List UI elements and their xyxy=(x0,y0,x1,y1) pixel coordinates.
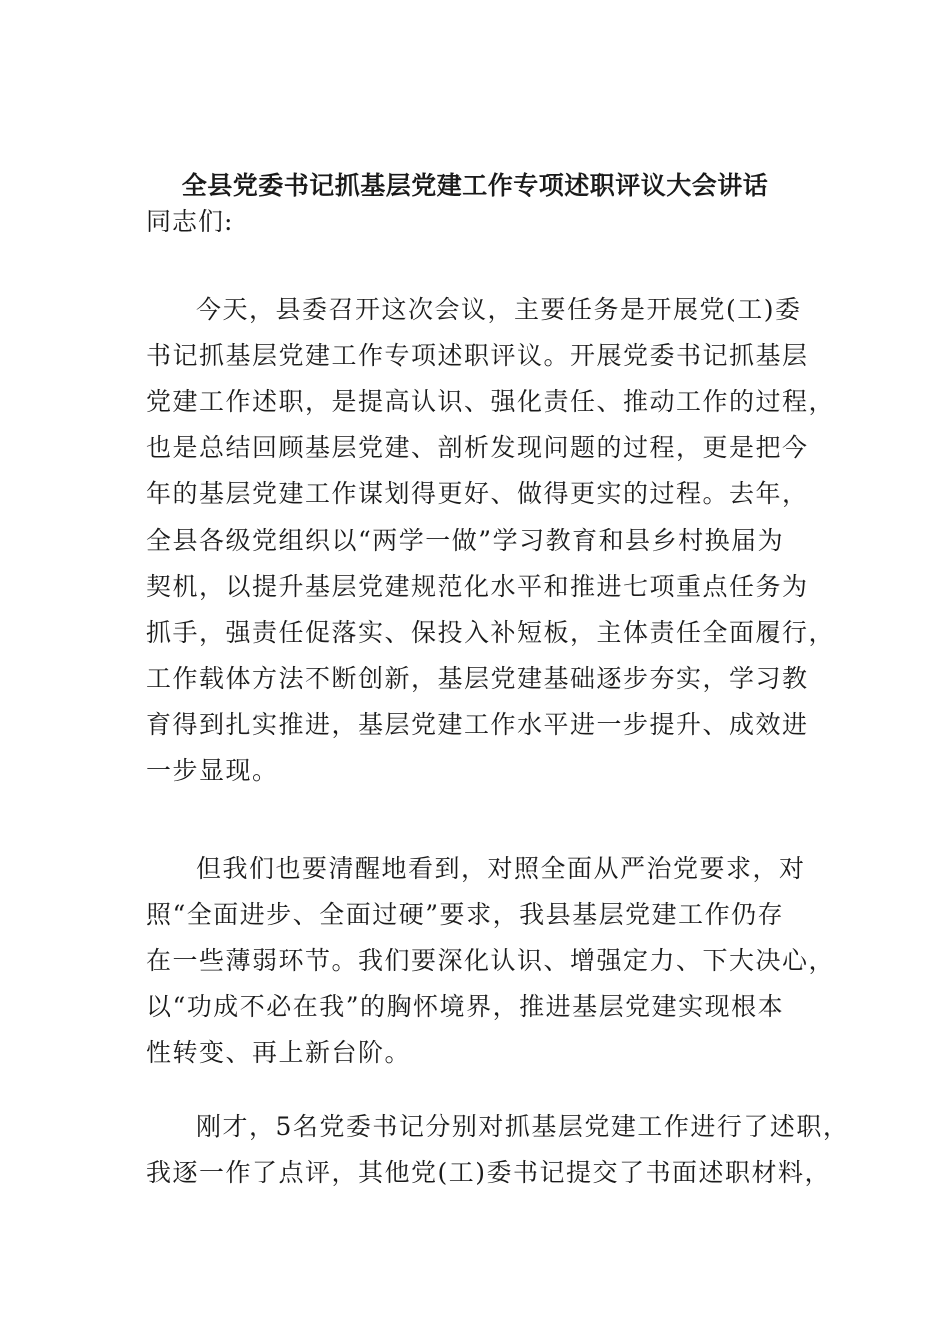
paragraph-line: 在一些薄弱环节。我们要深化认识、增强定力、下大决心， xyxy=(146,946,836,976)
paragraph-line: 育得到扎实推进，基层党建工作水平进一步提升、成效进 xyxy=(146,709,809,739)
paragraph-first-line: 刚才，5名党委书记分别对抓基层党建工作进行了述职， xyxy=(196,1112,850,1141)
document-title: 全县党委书记抓基层党建工作专项述职评议大会讲话 xyxy=(181,171,769,200)
paragraph-line: 也是总结回顾基层党建、剖析发现问题的过程，更是把今 xyxy=(146,433,809,463)
paragraph-line: 年的基层党建工作谋划得更好、做得更实的过程。去年， xyxy=(146,479,809,509)
paragraph-line: 照“全面进步、全面过硬”要求，我县基层党建工作仍存 xyxy=(146,900,785,930)
paragraph-line: 书记抓基层党建工作专项述职评议。开展党委书记抓基层 xyxy=(146,341,809,371)
paragraph-line: 全县各级党组织以“两学一做”学习教育和县乡村换届为 xyxy=(146,525,785,555)
paragraph-line: 以“功成不必在我”的胸怀境界，推进基层党建实现根本 xyxy=(146,992,785,1022)
paragraph-line: 性转变、再上新台阶。 xyxy=(146,1038,412,1068)
paragraph-line: 党建工作述职，是提高认识、强化责任、推动工作的过程， xyxy=(146,387,836,417)
paragraph-line: 契机，以提升基层党建规范化水平和推进七项重点任务为 xyxy=(146,571,809,601)
paragraph-first-line: 但我们也要清醒地看到，对照全面从严治党要求，对 xyxy=(196,854,806,883)
paragraph-first-line: 今天，县委召开这次会议，主要任务是开展党(工)委 xyxy=(196,295,802,324)
paragraph-line: 抓手，强责任促落实、保投入补短板，主体责任全面履行， xyxy=(146,617,836,647)
salutation: 同志们: xyxy=(146,207,234,236)
paragraph-line: 工作载体方法不断创新，基层党建基础逐步夯实，学习教 xyxy=(146,663,809,693)
paragraph-line: 我逐一作了点评，其他党(工)委书记提交了书面述职材料， xyxy=(146,1158,832,1188)
paragraph-line: 一步显现。 xyxy=(146,756,279,785)
